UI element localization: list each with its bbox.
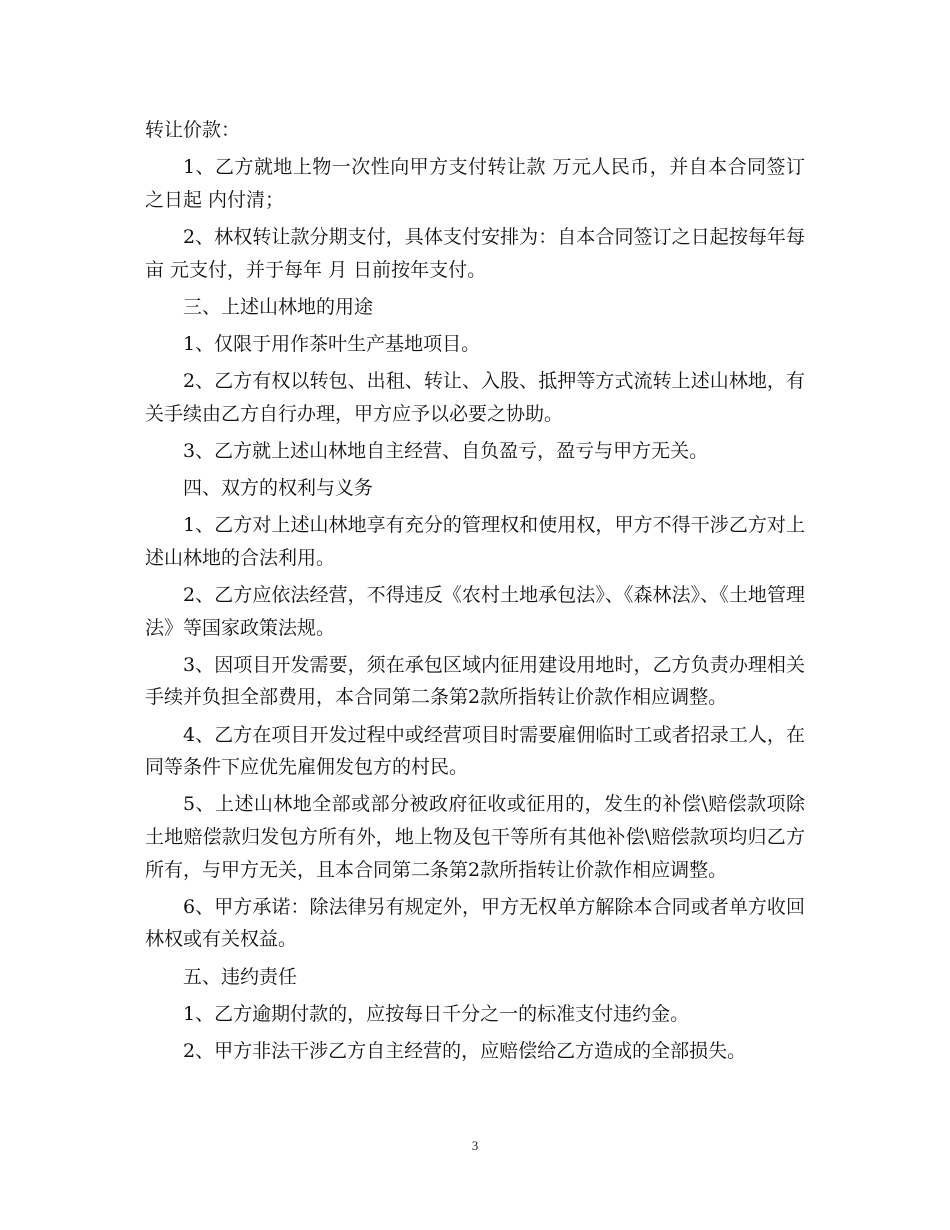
clause-paragraph: 1、乙方对上述山林地享有充分的管理权和使用权，甲方不得干涉乙方对上述山林地的合法利用。 [145,514,805,569]
clause-paragraph: 2、乙方应依法经营，不得违反《农村土地承包法》、《森林法》、《土地管理法》等国家政策法规。 [145,584,805,639]
clause-paragraph: 4、乙方在项目开发过程中或经营项目时需要雇佣临时工或者招录工人，在同等条件下应优先雇佣发包方的村民。 [145,723,805,779]
clause-paragraph: 2、林权转让款分期支付，具体支付安排为：自本合同签订之日起按每年每亩 元支付，并于每年 月 日前按年支付。 [145,225,805,281]
clause-paragraph: 3、乙方就上述山林地自主经营、自负盈亏，盈亏与甲方无关。 [183,439,709,462]
clause-paragraph: 3、因项目开发需要，须在承包区域内征用建设用地时，乙方负责办理相关手续并负担全部费用，本合同第二条第2款所指转让价款作相应调整。 [145,653,805,709]
page-number: 3 [471,1138,479,1153]
clause-paragraph: 6、甲方承诺：除法律另有规定外，甲方无权单方解除本合同或者单方收回林权或有关权益。 [145,895,805,951]
section-heading-transfer-price: 转让价款： [145,119,241,141]
document-body [145,114,805,1072]
clause-paragraph: 5、上述山林地全部或部分被政府征收或征用的，发生的补偿\赔偿款项除土地赔偿款归发包方所有外，地上物及包干等所有其他补偿\赔偿款项均归乙方所有，与甲方无关，且本合同第二条第2款所指转让价款作相应调整。 [145,793,805,881]
section-heading: 五、违约责任 [183,965,298,988]
section-heading: 三、上述山林地的用途 [183,295,374,318]
clause-paragraph: 1、乙方就地上物一次性向甲方支付转让款 万元人民币，并自本合同签订之日起 内付清； [145,156,805,211]
clause-paragraph: 2、甲方非法干涉乙方自主经营的，应赔偿给乙方造成的全部损失。 [183,1039,747,1062]
clause-paragraph: 1、仅限于用作茶叶生产基地项目。 [183,332,481,355]
clause-paragraph: 1、乙方逾期付款的，应按每日千分之一的标准支付违约金。 [183,1002,690,1025]
section-heading: 四、双方的权利与义务 [183,477,374,500]
clause-paragraph: 2、乙方有权以转包、出租、转让、入股、抵押等方式流转上述山林地，有关手续由乙方自行办理，甲方应予以必要之协助。 [145,370,805,425]
